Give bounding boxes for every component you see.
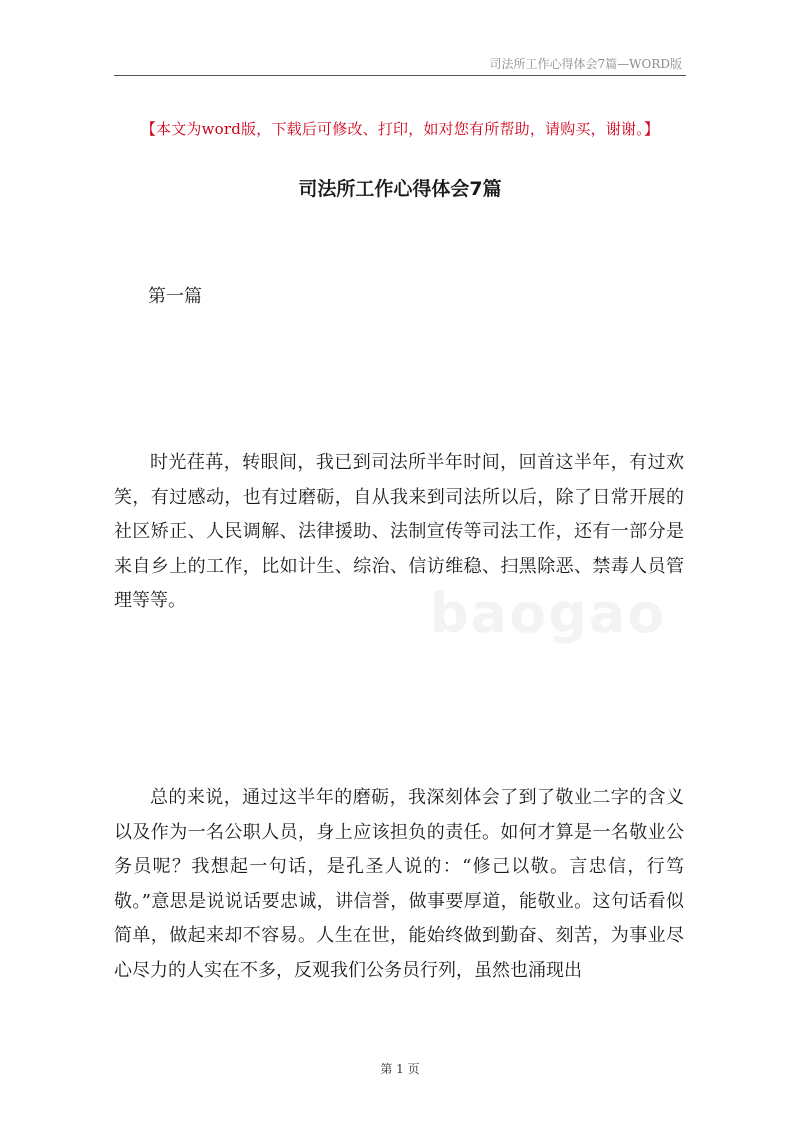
running-header: 司法所工作心得体会7篇—WORD版 [489, 57, 682, 71]
body-paragraph-1: 时光荏苒，转眼间，我已到司法所半年时间，回首这半年，有过欢笑，有过感动，也有过磨砺，自从我来到司法所以后，除了日常开展的社区矫正、人民调解、法律援助、法制宣传等司法工作，还有一部分是来自乡上的工作，比如计生、综治、信访维稳、扫黑除恶、禁毒人员管理等等。 [114, 452, 684, 612]
section-heading: 第一篇 [148, 286, 202, 307]
header-divider [114, 75, 686, 76]
purchase-notice: 【本文为word版，下载后可修改、打印，如对您有所帮助，请购买，谢谢。】 [140, 120, 660, 138]
page-number: 第 1 页 [380, 1062, 420, 1076]
watermark-logo [430, 582, 666, 645]
body-paragraph-2: 总的来说，通过这半年的磨砺，我深刻体会了到了敬业二字的含义以及作为一名公职人员，身上应该担负的责任。如何才算是一名敬业公务员呢？我想起一句话，是孔圣人说的：“修己以敬。言忠信，行笃敬。”意思是说说话要忠诚，讲信誉，做事要厚道，能敬业。这句话看似简单，做起来却不容易。人生在世，能始终做到勤奋、刻苦，为事业尽心尽力的人实在不多，反观我们公务员行列，虽然也涌现出 [114, 787, 684, 981]
document-title: 司法所工作心得体会7篇 [298, 178, 502, 200]
